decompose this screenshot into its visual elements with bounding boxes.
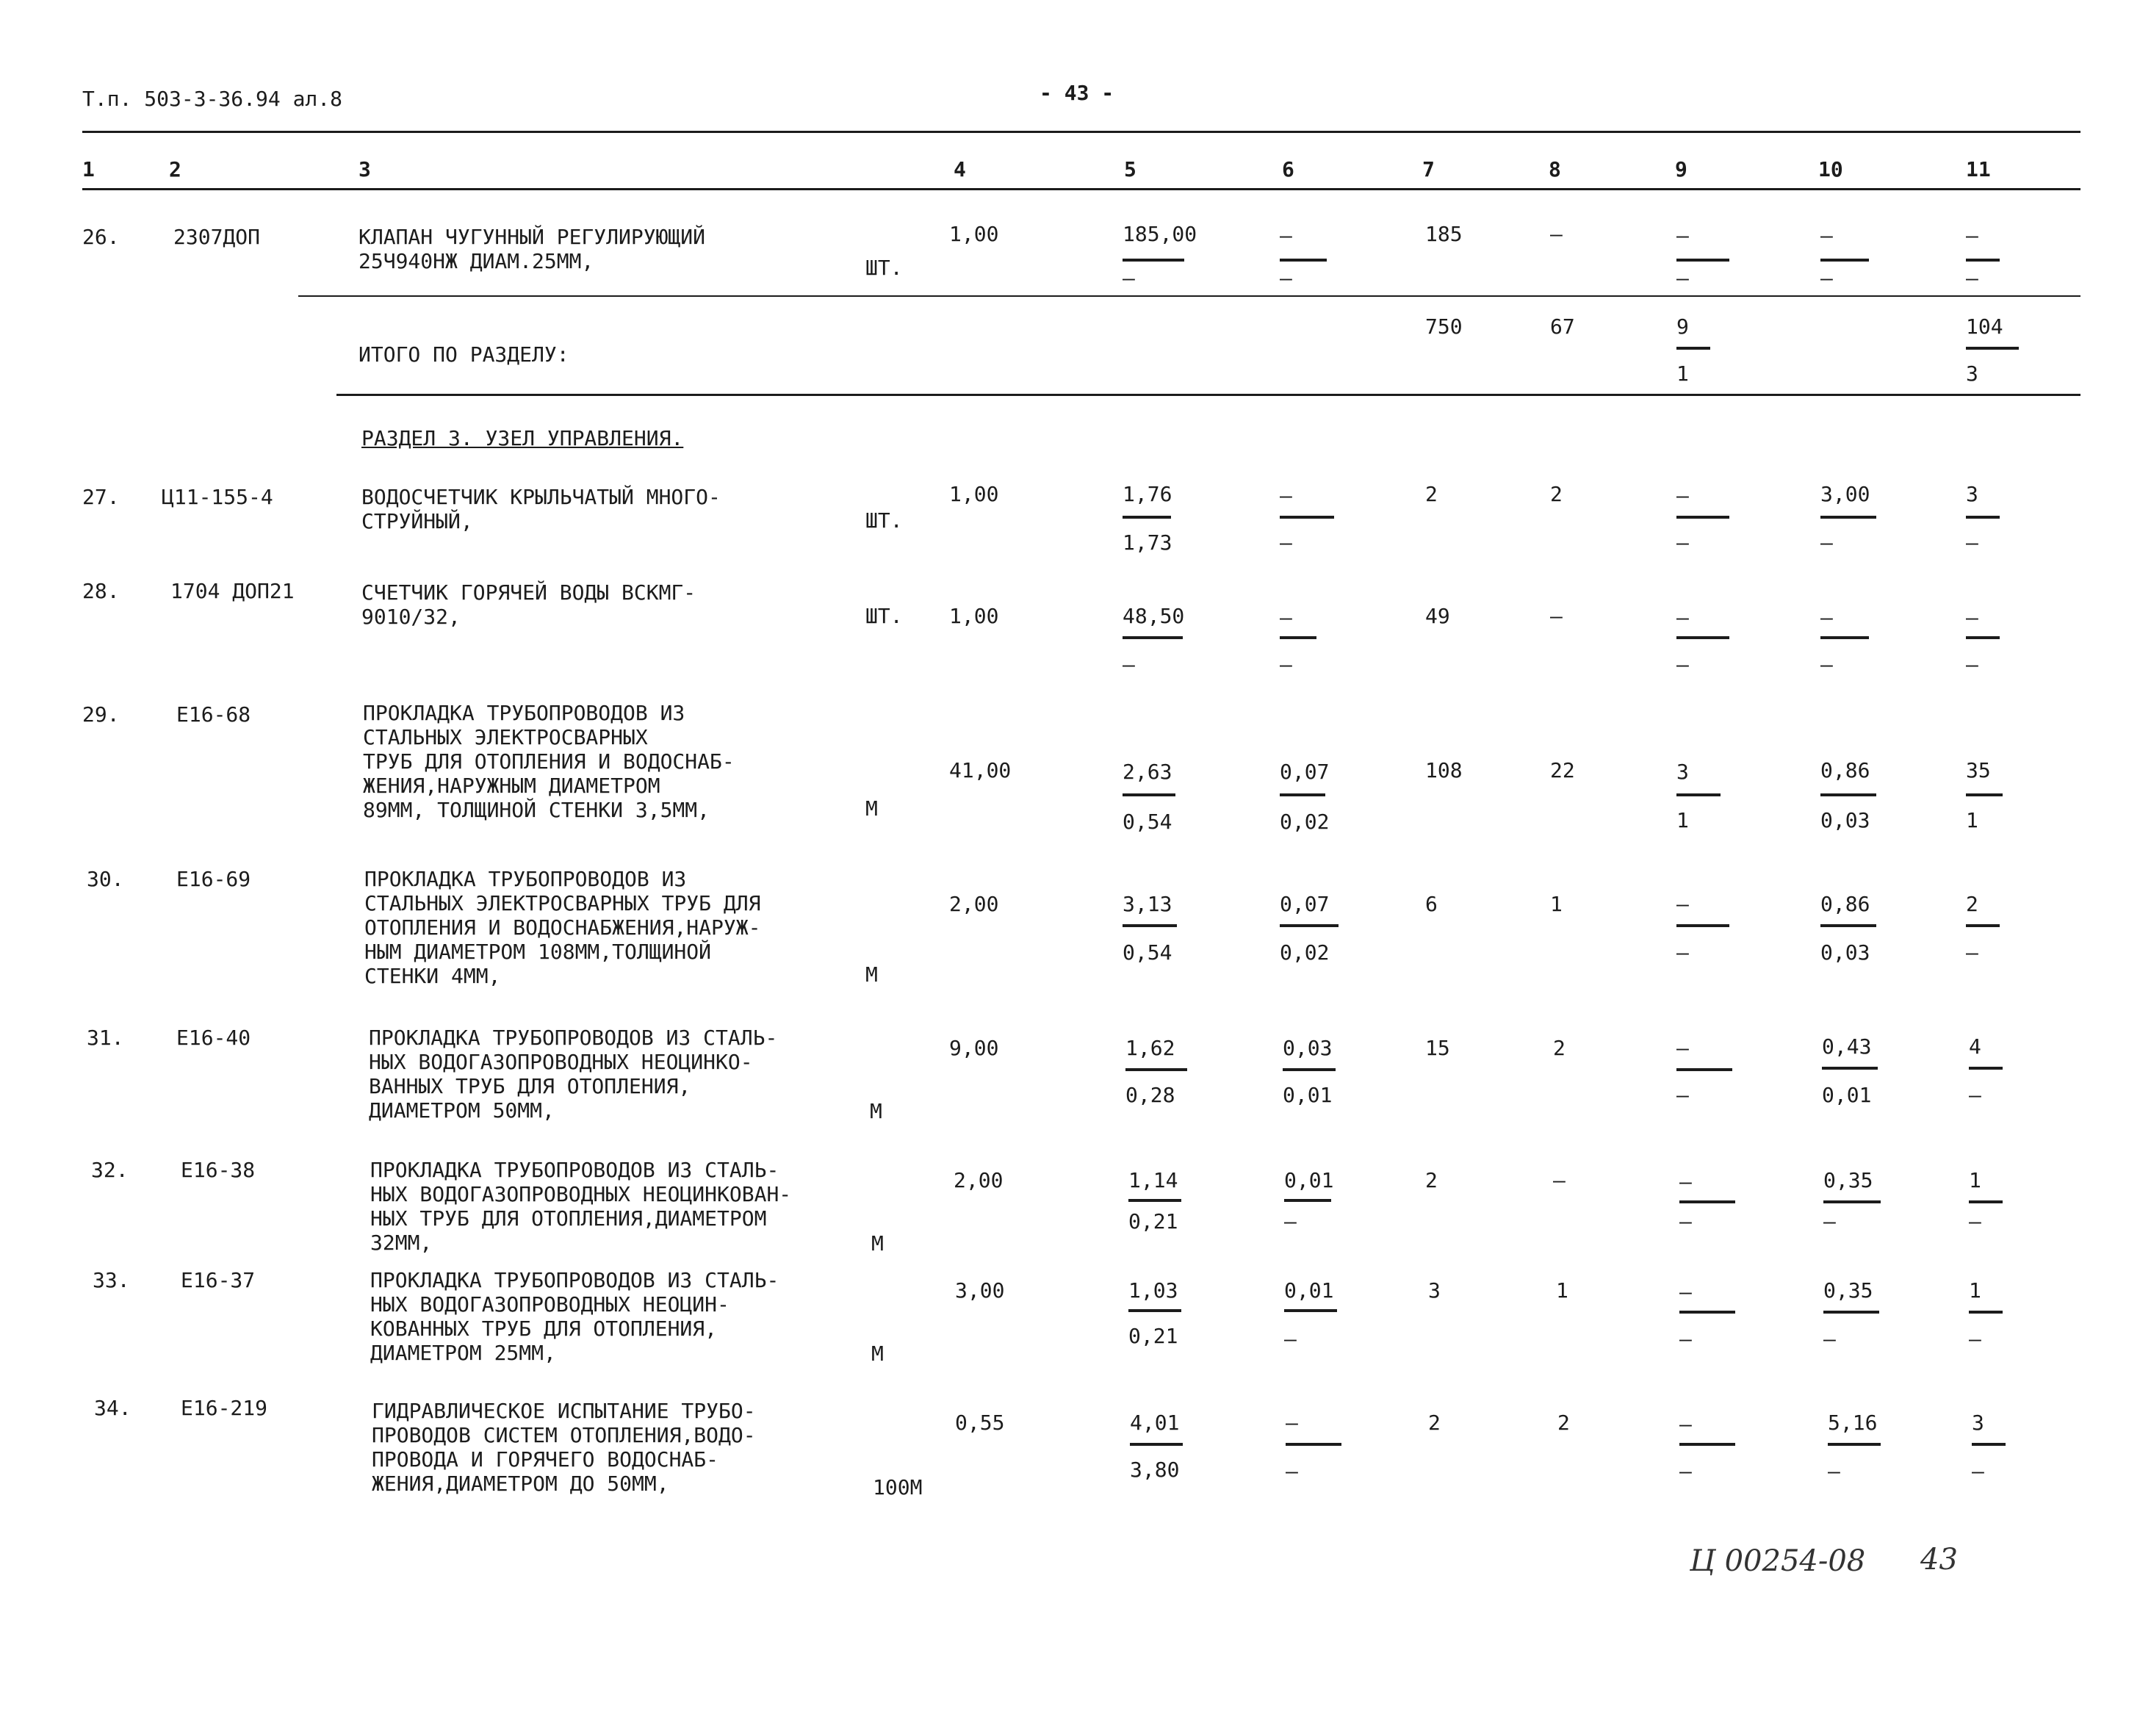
column-header: 8	[1549, 157, 1561, 181]
fraction-rule	[1676, 636, 1729, 639]
col10-bottom: –	[1820, 530, 1833, 555]
work-description: СЧЕТЧИК ГОРЯЧЕЙ ВОДЫ ВСКМГ- 9010/32,	[361, 580, 696, 629]
col9-top: –	[1679, 1170, 1692, 1194]
fraction-rule	[1280, 924, 1339, 927]
col11-bottom: 3	[1966, 361, 1978, 386]
col5-bottom: 0,21	[1128, 1209, 1178, 1233]
col10-top: 3,00	[1820, 482, 1870, 506]
unit: ШТ.	[865, 604, 903, 628]
work-description: ПРОКЛАДКА ТРУБОПРОВОДОВ ИЗ СТАЛЬНЫХ ЭЛЕКТРОСВАРНЫХ ТРУБ ДЛЯ ОТОПЛЕНИЯ И ВОДОСНАБЖЕНИЯ,НАРУЖ- НЫМ ДИАМЕТРОМ 108ММ,ТОЛЩИНОЙ СТЕНКИ 4ММ,	[364, 867, 761, 988]
col5-top: 48,50	[1123, 604, 1185, 628]
fraction-rule	[1966, 259, 2000, 262]
col7: 185	[1425, 222, 1463, 246]
col6-top: 0,03	[1283, 1036, 1333, 1060]
col11-top: 1	[1969, 1168, 1981, 1192]
col6-bottom: –	[1286, 1459, 1298, 1483]
col11-bottom: –	[1969, 1209, 1981, 1233]
col8: 67	[1550, 314, 1575, 339]
col6-bottom: –	[1284, 1327, 1297, 1351]
col9-top: –	[1676, 892, 1689, 916]
col9-bottom: –	[1679, 1209, 1692, 1233]
col8: 22	[1550, 758, 1575, 782]
quantity: 1,00	[949, 482, 999, 506]
row-number: 30.	[87, 867, 124, 891]
row-number: 33.	[93, 1268, 130, 1292]
col7: 2	[1425, 1168, 1438, 1192]
row-number: 26.	[82, 225, 120, 249]
col10-top: 0,35	[1823, 1278, 1873, 1303]
row-number: 34.	[94, 1396, 132, 1420]
rate-code: Ц11-155-4	[162, 485, 273, 509]
fraction-rule	[1286, 1443, 1341, 1446]
col6-top: 0,01	[1284, 1168, 1334, 1192]
col10-top: –	[1820, 223, 1833, 248]
col9-top: –	[1676, 223, 1689, 248]
quantity: 2,00	[949, 892, 999, 916]
fraction-rule	[1283, 1068, 1336, 1071]
col10-top: –	[1820, 605, 1833, 630]
col6-bottom: –	[1280, 652, 1292, 677]
col6-top: –	[1280, 483, 1292, 508]
fraction-rule	[1676, 259, 1729, 262]
col9-top: –	[1679, 1280, 1692, 1304]
fraction-rule	[1284, 1199, 1331, 1202]
fraction-rule	[1676, 1068, 1732, 1071]
fraction-rule	[1123, 516, 1171, 519]
work-description: ПРОКЛАДКА ТРУБОПРОВОДОВ ИЗ СТАЛЬ- НЫХ ВОДОГАЗОПРОВОДНЫХ НЕОЦИН- КОВАННЫХ ТРУБ ДЛЯ ОТОПЛЕНИЯ, ДИАМЕТРОМ 25ММ,	[370, 1268, 779, 1365]
fraction-rule	[1969, 1067, 2003, 1070]
col9-top: 3	[1676, 760, 1689, 784]
doc-reference: Т.п. 503-3-36.94 ал.8	[82, 87, 343, 111]
fraction-rule	[1125, 1068, 1187, 1071]
column-header: 2	[169, 157, 181, 181]
fraction-rule	[1820, 259, 1869, 262]
quantity: 41,00	[949, 758, 1012, 782]
quantity: 0,55	[955, 1411, 1005, 1435]
col6-top: –	[1280, 223, 1292, 248]
col10-bottom: –	[1823, 1209, 1836, 1233]
col11-bottom: –	[1966, 530, 1978, 555]
fraction-rule	[1676, 793, 1721, 796]
col10-bottom: 0,03	[1820, 940, 1870, 965]
col5-bottom: 0,21	[1128, 1324, 1178, 1348]
col11-bottom: –	[1966, 652, 1978, 677]
row-number: 32.	[91, 1158, 129, 1182]
col11-top: –	[1966, 605, 1978, 630]
work-description: КЛАПАН ЧУГУННЫЙ РЕГУЛИРУЮЩИЙ 25Ч940НЖ ДИАМ.25ММ,	[359, 225, 706, 273]
col9-top: –	[1679, 1412, 1692, 1436]
col6-top: –	[1286, 1411, 1298, 1435]
fraction-rule	[1966, 516, 2000, 519]
unit: М	[865, 796, 878, 821]
fraction-rule	[1679, 1443, 1735, 1446]
unit: М	[870, 1099, 882, 1123]
sheet-number: 43	[1920, 1543, 1958, 1577]
col10-top: 0,43	[1822, 1034, 1872, 1059]
fraction-rule	[1828, 1443, 1881, 1446]
row-separator	[298, 295, 2080, 297]
rate-code: Е16-68	[176, 702, 251, 727]
fraction-rule	[1679, 1200, 1735, 1203]
col9-top: 9	[1676, 314, 1689, 339]
row-number: 31.	[87, 1026, 124, 1050]
col6-bottom: –	[1284, 1209, 1297, 1233]
rate-code: Е16-40	[176, 1026, 251, 1050]
col8: 2	[1557, 1411, 1570, 1435]
fraction-rule	[1280, 516, 1334, 519]
fraction-rule	[1820, 636, 1869, 639]
col11-top: 3	[1966, 482, 1978, 506]
fraction-rule	[1823, 1311, 1879, 1314]
col5-bottom: 0,54	[1123, 940, 1172, 965]
col11-bottom: –	[1966, 266, 1978, 290]
fraction-rule	[1823, 1200, 1881, 1203]
column-header: 7	[1422, 157, 1435, 181]
col5-top: 1,03	[1128, 1278, 1178, 1303]
column-header: 3	[359, 157, 371, 181]
col5-bottom: 1,73	[1123, 530, 1172, 555]
col5-bottom: –	[1123, 266, 1135, 290]
column-header: 9	[1675, 157, 1687, 181]
col10-bottom: –	[1820, 266, 1833, 290]
col7: 2	[1425, 482, 1438, 506]
section-rule	[336, 394, 2080, 396]
col6-top: 0,01	[1284, 1278, 1334, 1303]
col7: 6	[1425, 892, 1438, 916]
col8: –	[1550, 604, 1563, 628]
fraction-rule	[1966, 636, 2000, 639]
col10-top: 5,16	[1828, 1411, 1878, 1435]
col11-top: 3	[1972, 1411, 1984, 1435]
col8: 1	[1550, 892, 1563, 916]
col7: 750	[1425, 314, 1463, 339]
col10-bottom: –	[1823, 1327, 1836, 1351]
fraction-rule	[1676, 347, 1710, 350]
work-description: ГИДРАВЛИЧЕСКОЕ ИСПЫТАНИЕ ТРУБО- ПРОВОДОВ СИСТЕМ ОТОПЛЕНИЯ,ВОДО- ПРОВОДА И ГОРЯЧЕГО ВОДОСНАБ- ЖЕНИЯ,ДИАМЕТРОМ ДО 50ММ,	[372, 1399, 756, 1496]
fraction-rule	[1280, 793, 1325, 796]
header-bottom-rule	[82, 188, 2080, 190]
col9-bottom: –	[1679, 1459, 1692, 1483]
col11-bottom: –	[1966, 940, 1978, 965]
col6-top: –	[1280, 605, 1292, 630]
quantity: 2,00	[954, 1168, 1004, 1192]
col11-top: 4	[1969, 1034, 1981, 1059]
col11-bottom: 1	[1966, 808, 1978, 832]
fraction-rule	[1280, 259, 1327, 262]
rate-code: 2307ДОП	[173, 225, 261, 249]
fraction-rule	[1123, 924, 1177, 927]
row-number: 29.	[82, 702, 120, 727]
col6-bottom: –	[1280, 266, 1292, 290]
fraction-rule	[1284, 1309, 1337, 1312]
col10-bottom: –	[1828, 1459, 1840, 1483]
unit: ШТ.	[865, 256, 903, 280]
col6-bottom: 0,01	[1283, 1083, 1333, 1107]
col7: 15	[1425, 1036, 1450, 1060]
col9-top: –	[1676, 483, 1689, 508]
col10-top: 0,86	[1820, 892, 1870, 916]
unit: ШТ.	[865, 508, 903, 533]
rate-code: 1704 ДОП21	[170, 579, 295, 603]
fraction-rule	[1969, 1311, 2003, 1314]
fraction-rule	[1820, 793, 1876, 796]
col11-top: 2	[1966, 892, 1978, 916]
fraction-rule	[1123, 636, 1183, 639]
col10-top: 0,86	[1820, 758, 1870, 782]
col9-top: –	[1676, 605, 1689, 630]
col5-top: 2,63	[1123, 760, 1172, 784]
col5-top: 1,14	[1128, 1168, 1178, 1192]
fraction-rule	[1676, 516, 1729, 519]
col6-top: 0,07	[1280, 760, 1330, 784]
row-number: 27.	[82, 485, 120, 509]
col7: 3	[1428, 1278, 1441, 1303]
column-header: 5	[1124, 157, 1136, 181]
page-number: - 43 -	[1040, 81, 1114, 105]
rate-code: Е16-38	[181, 1158, 256, 1182]
unit: М	[871, 1341, 884, 1366]
fraction-rule	[1128, 1309, 1181, 1312]
col8: –	[1553, 1168, 1566, 1192]
fraction-rule	[1822, 1067, 1878, 1070]
quantity: 3,00	[955, 1278, 1005, 1303]
fraction-rule	[1128, 1199, 1181, 1202]
rate-code: Е16-219	[181, 1396, 268, 1420]
col10-bottom: 0,01	[1822, 1083, 1872, 1107]
work-description: ВОДОСЧЕТЧИК КРЫЛЬЧАТЫЙ МНОГО- СТРУЙНЫЙ,	[361, 485, 721, 533]
fraction-rule	[1966, 793, 2003, 796]
col9-bottom: –	[1676, 530, 1689, 555]
fraction-rule	[1130, 1443, 1183, 1446]
fraction-rule	[1972, 1443, 2006, 1446]
fraction-rule	[1679, 1311, 1735, 1314]
row-number: 28.	[82, 579, 120, 603]
col7: 2	[1428, 1411, 1441, 1435]
col9-bottom: –	[1676, 1083, 1689, 1107]
work-description: ПРОКЛАДКА ТРУБОПРОВОДОВ ИЗ СТАЛЬ- НЫХ ВОДОГАЗОПРОВОДНЫХ НЕОЦИНКОВАН- НЫХ ТРУБ ДЛЯ ОТОПЛЕНИЯ,ДИАМЕТРОМ 32ММ,	[370, 1158, 792, 1255]
rate-code: Е16-69	[176, 867, 251, 891]
col11-bottom: –	[1972, 1459, 1984, 1483]
col9-bottom: –	[1679, 1327, 1692, 1351]
quantity: 1,00	[949, 222, 999, 246]
col11-bottom: –	[1969, 1327, 1981, 1351]
table-top-rule	[82, 131, 2080, 133]
col11-top: 1	[1969, 1278, 1981, 1303]
col5-bottom: 0,54	[1123, 810, 1172, 834]
col8: 2	[1553, 1036, 1566, 1060]
col5-bottom: 0,28	[1125, 1083, 1175, 1107]
quantity: 9,00	[949, 1036, 999, 1060]
fraction-rule	[1676, 924, 1729, 927]
col9-bottom: –	[1676, 266, 1689, 290]
column-header: 11	[1966, 157, 1991, 181]
unit: М	[871, 1231, 884, 1256]
col5-top: 1,62	[1125, 1036, 1175, 1060]
col9-bottom: 1	[1676, 808, 1689, 832]
unit: М	[865, 962, 878, 987]
col10-bottom: –	[1820, 652, 1833, 677]
col11-top: 35	[1966, 758, 1991, 782]
section-title: РАЗДЕЛ 3. УЗЕЛ УПРАВЛЕНИЯ.	[361, 426, 684, 450]
fraction-rule	[1123, 793, 1175, 796]
column-header: 10	[1818, 157, 1843, 181]
col5-top: 4,01	[1130, 1411, 1180, 1435]
col11-bottom: –	[1969, 1083, 1981, 1107]
fraction-rule	[1820, 516, 1876, 519]
fraction-rule	[1966, 924, 2000, 927]
fraction-rule	[1123, 259, 1184, 262]
col11-top: 104	[1966, 314, 2003, 339]
fraction-rule	[1280, 636, 1316, 639]
col6-bottom: 0,02	[1280, 940, 1330, 965]
fraction-rule	[1820, 924, 1876, 927]
quantity: 1,00	[949, 604, 999, 628]
column-header: 1	[82, 157, 95, 181]
col6-bottom: 0,02	[1280, 810, 1330, 834]
col5-top: 185,00	[1123, 222, 1197, 246]
column-header: 4	[954, 157, 966, 181]
fraction-rule	[1966, 347, 2019, 350]
col8: 1	[1556, 1278, 1568, 1303]
col10-top: 0,35	[1823, 1168, 1873, 1192]
col5-bottom: 3,80	[1130, 1458, 1180, 1482]
rate-code: Е16-37	[181, 1268, 256, 1292]
archive-stamp: Ц 00254-08	[1690, 1544, 1866, 1578]
fraction-rule	[1969, 1200, 2003, 1203]
col9-bottom: –	[1676, 652, 1689, 677]
col7: 49	[1425, 604, 1450, 628]
unit: 100М	[873, 1475, 923, 1499]
col8: 2	[1550, 482, 1563, 506]
col5-bottom: –	[1123, 652, 1135, 677]
col10-bottom: 0,03	[1820, 808, 1870, 832]
col5-top: 1,76	[1123, 482, 1172, 506]
col5-top: 3,13	[1123, 892, 1172, 916]
work-description: ПРОКЛАДКА ТРУБОПРОВОДОВ ИЗ СТАЛЬ- НЫХ ВОДОГАЗОПРОВОДНЫХ НЕОЦИНКО- ВАННЫХ ТРУБ ДЛЯ ОТОПЛЕНИЯ, ДИАМЕТРОМ 50ММ,	[369, 1026, 778, 1123]
col7: 108	[1425, 758, 1463, 782]
col6-top: 0,07	[1280, 892, 1330, 916]
col9-top: –	[1676, 1036, 1689, 1060]
column-header: 6	[1282, 157, 1294, 181]
col9-bottom: 1	[1676, 361, 1689, 386]
col6-bottom: –	[1280, 530, 1292, 555]
col9-bottom: –	[1676, 940, 1689, 965]
work-description: ПРОКЛАДКА ТРУБОПРОВОДОВ ИЗ СТАЛЬНЫХ ЭЛЕКТРОСВАРНЫХ ТРУБ ДЛЯ ОТОПЛЕНИЯ И ВОДОСНАБ- ЖЕНИЯ,НАРУЖНЫМ ДИАМЕТРОМ 89ММ, ТОЛЩИНОЙ СТЕНКИ 3,5ММ,	[363, 701, 735, 822]
col11-top: –	[1966, 223, 1978, 248]
total-label: ИТОГО ПО РАЗДЕЛУ:	[359, 342, 569, 367]
col8: –	[1550, 222, 1563, 246]
